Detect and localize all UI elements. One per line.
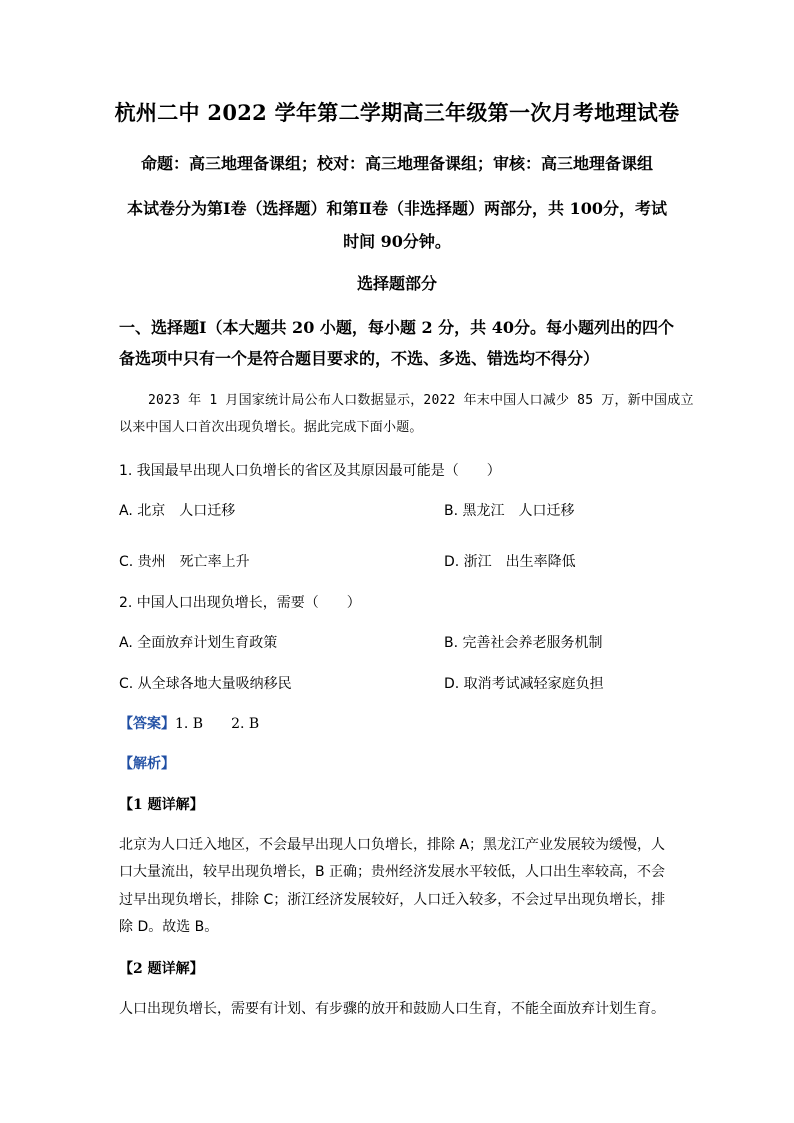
analysis-heading [119,753,175,773]
detail-1-heading [119,794,204,814]
question-2-option-d: D. 取消考试减轻家庭负担 [444,676,604,692]
question-1-option-d: D. 浙江 出生率降低 [444,554,576,570]
detail-1-line-4: 除 D。故选 B。 [119,919,219,935]
question-1-option-c: C. 贵州 死亡率上升 [119,554,250,570]
section-title: 选择题部分 [356,274,437,293]
detail-2-label: 【2 题详解】 [119,961,204,977]
question-2-option-c: C. 从全球各地大量吸纳移民 [119,676,292,692]
material-line-2: 以来中国人口首次出现负增长。据此完成下面小题。 [119,420,423,435]
analysis-label: 【解析】 [119,756,175,772]
question-2-option-b: B. 完善社会养老服务机制 [444,635,603,651]
section1-instruction-line-2: 备选项中只有一个是符合题目要求的，不选、多选、错选均不得分） [119,349,600,368]
exam-intro-line-1: 本试卷分为第Ⅰ卷（选择题）和第Ⅱ卷（非选择题）两部分，共 100分，考试 [127,199,667,218]
answer-label: 【答案】 [119,716,175,732]
credits-line: 命题：高三地理备课组；校对：高三地理备课组；审核：高三地理备课组 [140,154,653,173]
section1-instruction-line-1: 一、选择题Ⅰ（本大题共 20 小题，每小题 2 分，共 40分。每小题列出的四个 [119,318,675,337]
exam-title: 杭州二中 2022 学年第二学期高三年级第一次月考地理试卷 [114,100,680,125]
detail-1-label: 【1 题详解】 [119,797,204,813]
detail-2-heading [119,958,204,978]
detail-1-line-1: 北京为人口迁入地区，不会最早出现人口负增长，排除 A；黑龙江产业发展较为缓慢，人 [119,837,666,853]
detail-1-line-3: 过早出现负增长，排除 C；浙江经济发展较好，人口迁入较多，不会过早出现负增长，排 [119,892,666,908]
question-1-stem: 1. 我国最早出现人口负增长的省区及其原因最可能是（ ） [119,463,501,479]
detail-1-line-2: 口大量流出，较早出现负增长，B 正确；贵州经济发展水平较低，人口出生率较高，不会 [119,864,666,880]
question-2-stem: 2. 中国人口出现负增长，需要（ ） [119,595,361,611]
material-line-1: 2023 年 1 月国家统计局公布人口数据显示，2022 年末中国人口减少 85 万，新中国成立 [148,393,694,408]
answer-values: 1. B 2. B [175,716,260,732]
exam-intro-line-2: 时间 90分钟。 [343,232,451,251]
answer-row [119,713,259,733]
question-1-option-a: A. 北京 人口迁移 [119,503,236,519]
detail-2-line-1: 人口出现负增长，需要有计划、有步骤的放开和鼓励人口生育，不能全面放弃计划生育。 [119,1001,665,1017]
question-2-option-a: A. 全面放弃计划生育政策 [119,635,278,651]
question-1-option-b: B. 黑龙江 人口迁移 [444,503,575,519]
